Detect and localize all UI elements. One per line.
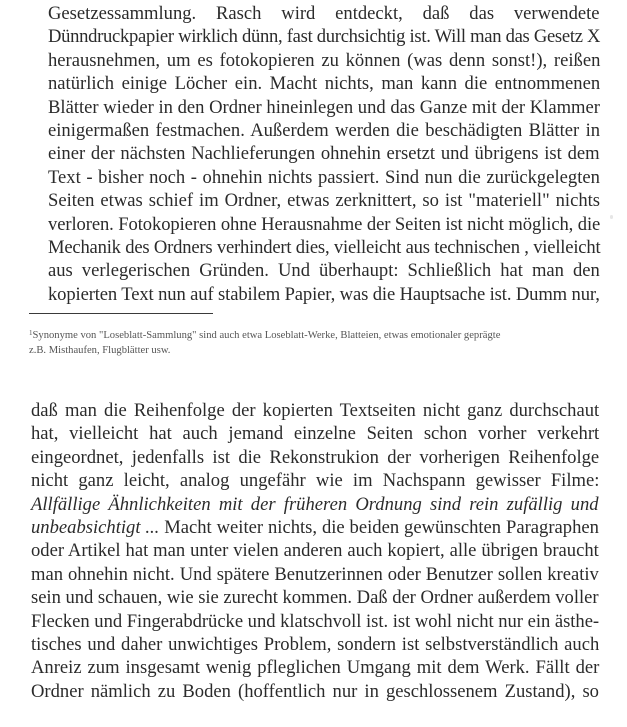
text-line: Gesetzessammlung. Rasch wird entdeckt, daß das verwendete (48, 3, 600, 24)
text-line: sein und schauen, wie sie zurecht kommen. Daß der Ordner außerdem voller (31, 587, 599, 609)
text-line: Dünndruckpapier wirklich dünn, fast durchsichtig ist. Will man das Gesetz X (48, 26, 601, 48)
text-line: tisches und daher unwichtiges Problem, sondern ist selbstverständlich auch (31, 633, 600, 655)
text-line: herausnehmen, um es fotokopieren zu können (was denn sonst!), reißen (48, 49, 601, 71)
footnote-marker: 1 (29, 329, 33, 337)
footnote-line (29, 326, 609, 344)
text-line: eingeordnet, jedenfalls ist die Rekonstrukion der vorherigen Reihenfolge (31, 446, 600, 468)
scan-speck (610, 215, 613, 219)
footnote (29, 326, 609, 358)
text-line (31, 516, 599, 539)
text-line: verloren. Fotokopieren ohne Herausnahme der Seiten ist nicht möglich, die (48, 213, 601, 235)
text-line: Blätter wieder in den Ordner hineinlegen und das Ganze mit der Klammer (48, 96, 600, 118)
text-line: hat, vielleicht hat auch jemand einzelne Seiten schon vorher verkehrt (31, 423, 600, 445)
body-paragraph-bottom (31, 399, 599, 703)
text-line: man ohnehin nicht. Und spätere Benutzerinnen oder Benutzer sollen kreativ (31, 563, 599, 585)
text-line: nicht ganz leicht, analog ungefähr wie im Nachspann gewisser Filme: (31, 470, 600, 492)
text-line: Ordner nämlich zu Boden (hoffentlich nur in geschlossenem Zustand), so (31, 680, 599, 702)
text-line: daß man die Reihenfolge der kopierten Textseiten nicht ganz durchschaut (31, 400, 600, 421)
text-line: Text - bisher noch - ohnehin nichts passiert. Sind nun die zurückgelegten (48, 166, 600, 188)
italic-quote-end: unbeabsichtigt ... (31, 516, 160, 538)
text-line: einer der nächsten Nachlieferungen ohnehin ersetzt und übrigens ist dem (48, 143, 600, 165)
text-segment: Macht weiter nichts, die beiden gewünschten Paragraphen (159, 516, 599, 538)
text-line: Seiten etwas schief im Ordner, etwas zerknittert, so ist "materiell" nichts (48, 190, 601, 212)
text-line: Flecken und Fingerabdrücke und klatschvoll ist. ist wohl nicht nur ein ästhe- (31, 610, 600, 632)
text-line: kopierten Text nun auf stabilem Papier, was die Hauptsache ist. Dumm nur, (48, 283, 600, 305)
footnote-separator-rule (29, 313, 213, 314)
text-line: einigermaßen festmachen. Außerdem werden die beschädigten Blätter in (48, 119, 601, 141)
text-line: Mechanik des Ordners verhindert dies, vielleicht aus technischen , vielleicht (48, 236, 601, 258)
text-line: oder Artikel hat man unter vielen anderen auch kopiert, alle übrigen braucht (31, 540, 599, 562)
text-line: Anreiz zum insgesamt wenig pfleglichen Umgang mit dem Werk. Fällt der (31, 657, 600, 679)
text-line: aus verlegerischen Gründen. Und überhaupt: Schließlich hat man den (48, 260, 600, 282)
footnote-line: z.B. Misthaufen, Flugblätter usw. (29, 344, 171, 356)
text-line: natürlich einige Löcher ein. Macht nichts, man kann die entnommenen (48, 73, 601, 95)
body-paragraph-top (48, 2, 600, 306)
footnote-text: Synonyme von "Loseblatt-Sammlung" sind auch etwa Loseblatt-Werke, Blatteien, etwas emotionaler geprägte (32, 330, 501, 341)
italic-quote-line: Allfällige Ähnlichkeiten mit der früheren Ordnung sind rein zufällig und (31, 493, 599, 515)
